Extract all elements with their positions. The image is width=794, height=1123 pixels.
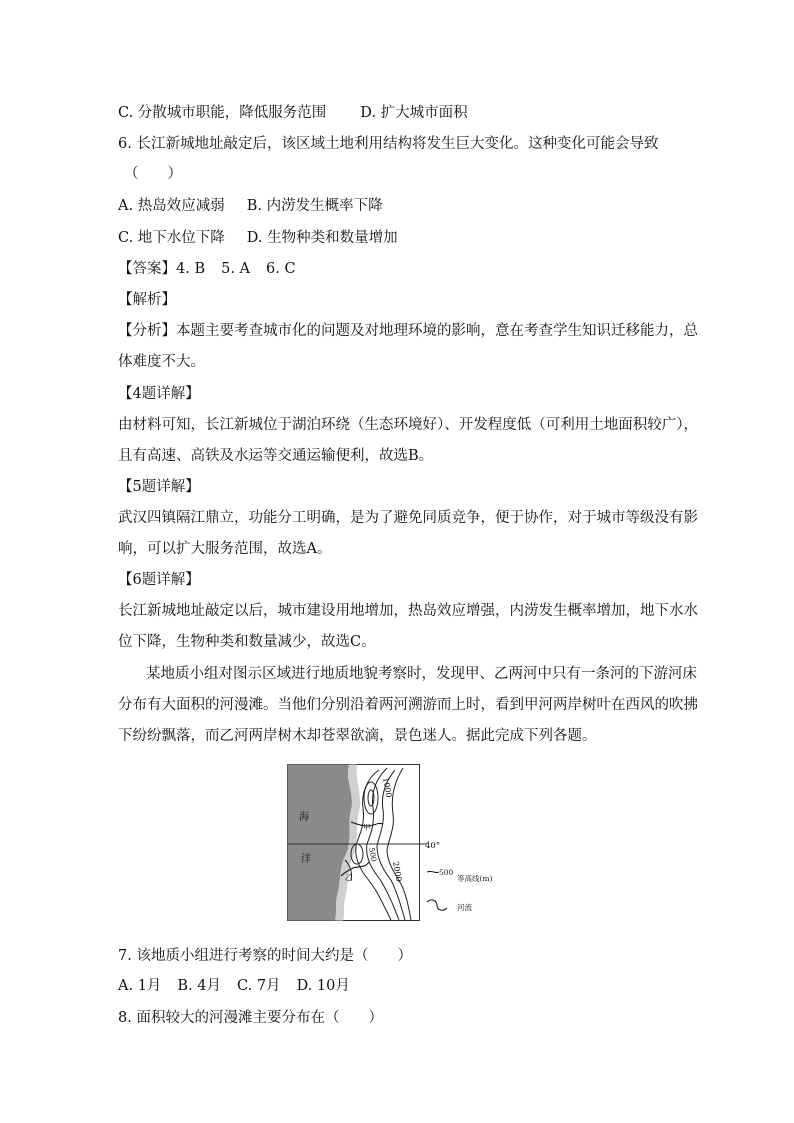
latitude-label: 40° <box>425 841 441 851</box>
q7-option-a: A. 1月 <box>118 978 162 994</box>
legend-contour-label: 等高线(m) <box>457 874 493 883</box>
q5-option-d: D. 扩大城市面积 <box>360 105 468 121</box>
answer-line <box>118 259 296 279</box>
answer-4: 4. B <box>176 261 206 277</box>
analysis-summary-line-2: 体难度不大。 <box>118 354 205 370</box>
material-line-1: 某地质小组对图示区域进行地质地貌考察时，发现甲、乙两河中只有一条河的下游河床 <box>146 666 697 682</box>
q7-option-b: B. 4月 <box>177 978 222 994</box>
q7-option-c: C. 7月 <box>237 978 281 994</box>
detail-5-line-1: 武汉四镇隔江鼎立，功能分工明确，是为了避免同质竞争，便于协作，对于城市等级没有影 <box>118 510 698 526</box>
detail-5-line-2: 响，可以扩大服务范围，故选A。 <box>118 541 332 557</box>
q6-answer-paren: （ ） <box>124 166 182 182</box>
detail-6-line-2: 位下降，生物种类和数量减少，故选C。 <box>118 634 376 650</box>
material-line-2: 分布有大面积的河漫滩。当他们分别沿着两河溯游而上时，看到甲河两岸树叶在西风的吹拂 <box>118 697 698 713</box>
river-label-jia: 甲 <box>363 823 371 832</box>
ocean-label-2: 洋 <box>301 854 311 865</box>
q6-option-c: C. 地下水位下降 <box>118 230 225 246</box>
river-label-yi: 乙 <box>345 873 353 882</box>
q8-stem: 8. 面积较大的河漫滩主要分布在（ ） <box>118 1010 383 1026</box>
q7-option-d: D. 10月 <box>296 978 350 994</box>
q6-stem: 6. 长江新城地址敲定后，该区域土地利用结构将发生巨大变化。这种变化可能会导致 <box>118 136 659 152</box>
detail-4-line-1: 由材料可知，长江新城位于湖泊环绕（生态环境好）、开发程度低（可利用土地面积较广）， <box>118 417 698 433</box>
contour-map-figure <box>287 764 517 922</box>
q6-option-d: D. 生物种类和数量增加 <box>246 230 398 246</box>
answer-5: 5. A <box>221 261 251 277</box>
analysis-summary-line-1: 【分析】本题主要考查城市化的问题及对地理环境的影响，意在考查学生知识迁移能力，总 <box>118 323 698 339</box>
q6-options-ab <box>118 196 383 216</box>
legend-contour-swatch <box>427 871 439 872</box>
q5-option-c: C. 分散城市职能，降低服务范围 <box>118 105 327 121</box>
q7-stem: 7. 该地质小组进行考察的时间大约是（ ） <box>118 948 412 964</box>
answer-6: 6. C <box>266 261 296 277</box>
material-line-3: 下纷纷飘落，而乙河两岸树木却苍翠欲滴，景色迷人。据此完成下列各题。 <box>118 728 597 744</box>
contour-label-1000: 1000 <box>381 776 394 799</box>
detail-6-line-1: 长江新城地址敲定以后，城市建设用地增加，热岛效应增强，内涝发生概率增加，地下水水 <box>118 603 698 619</box>
ocean-label-1: 海 <box>299 812 309 823</box>
q7-options <box>118 976 350 996</box>
q5-options-cd <box>118 103 468 123</box>
detail-4-line-2: 且有高速、高铁及水运等交通运输便利，故选B。 <box>118 448 434 464</box>
detail-4-title: 【4题详解】 <box>118 386 200 402</box>
q6-option-a: A. 热岛效应减弱 <box>118 198 225 214</box>
detail-6-title: 【6题详解】 <box>118 572 200 588</box>
analysis-heading: 【解析】 <box>118 292 176 308</box>
contour-label-2000: 2000 <box>391 860 404 883</box>
q6-option-b: B. 内涝发生概率下降 <box>246 198 383 214</box>
legend-river-swatch <box>427 900 447 910</box>
legend-contour-value: 500 <box>439 868 454 877</box>
contour-label-500: 500 <box>367 846 379 863</box>
legend-river-label: 河流 <box>457 903 472 912</box>
detail-5-title: 【5题详解】 <box>118 479 200 495</box>
q6-options-cd <box>118 228 398 248</box>
answer-label: 【答案】 <box>118 261 176 277</box>
